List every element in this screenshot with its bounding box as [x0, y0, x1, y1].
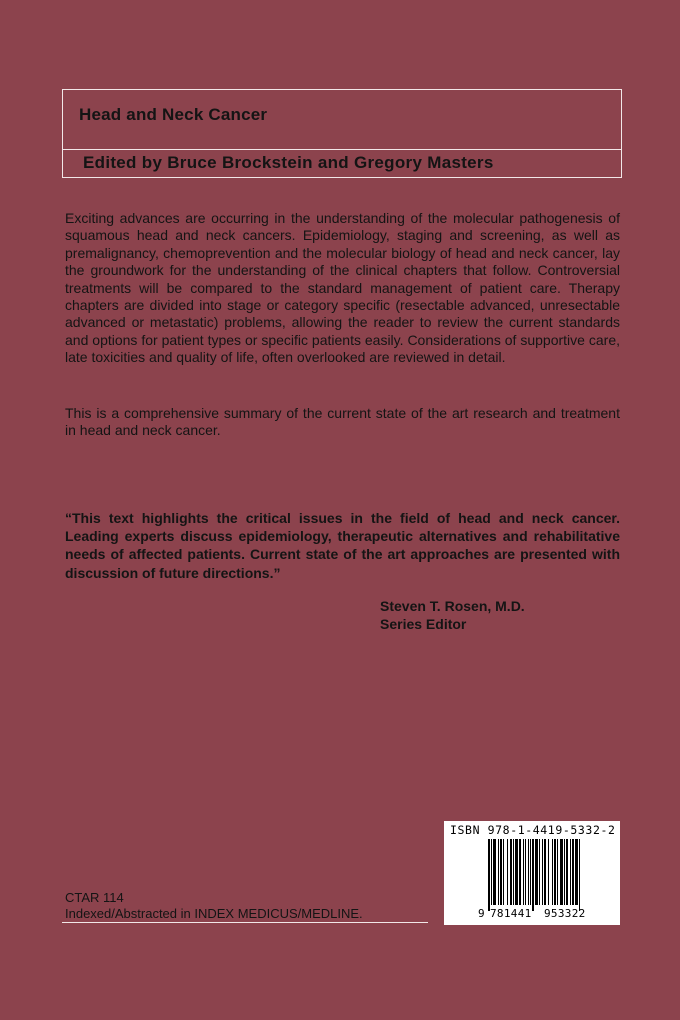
barcode-bar — [530, 839, 531, 905]
barcode-bar — [554, 839, 556, 905]
series-info — [65, 890, 363, 922]
barcode-bar — [557, 839, 558, 905]
quote-attribution — [380, 597, 525, 633]
indexing-note: Indexed/Abstracted in INDEX MEDICUS/MEDLINE. — [65, 906, 363, 921]
series-code: CTAR 114 — [65, 890, 124, 905]
quote-author: Steven T. Rosen, M.D. — [380, 598, 525, 614]
barcode-bar — [528, 839, 529, 905]
barcode-bar — [579, 839, 580, 911]
barcode-bar — [500, 839, 502, 905]
barcode-bar — [525, 839, 526, 905]
barcode-bar — [552, 839, 553, 905]
barcode-bar — [507, 839, 508, 905]
barcode-bar — [488, 839, 490, 911]
barcode-bar — [515, 839, 518, 905]
barcode-bar — [503, 839, 504, 905]
barcode-first-digit: 9 — [478, 907, 485, 920]
isbn-number: ISBN 978-1-4419-5332-2 — [450, 823, 616, 837]
description-paragraph: Exciting advances are occurring in the understanding of the molecular pathogenesis of squamous head and neck cancers. Epidemiology, staging and screening, as well as premalignancy, chemoprevention and the molecular biology of head and neck cancer, lay the groundwork for the understanding of the clinical chapters that follow. Controversial treatments will be compared to the standard management of patient care. Therapy chapters are divided into stage or category specific (resectable advanced, unresectable advanced or metastatic) problems, allowing the reader to review the current standards and options for patient types or specific patients easily. Considerations of supportive care, late toxicities and quality of life, often overlooked are reviewed in detail. — [65, 210, 620, 366]
barcode-bar — [542, 839, 543, 905]
barcode-bar — [535, 839, 538, 905]
quote-author-role: Series Editor — [380, 616, 467, 633]
barcode-bar — [493, 839, 496, 905]
barcode-left-digits: 781441 — [490, 907, 532, 920]
barcode-bar — [544, 839, 546, 905]
footer-rule — [62, 922, 428, 923]
barcode-bar — [564, 839, 565, 905]
isbn-barcode — [444, 821, 620, 925]
title-box — [62, 89, 622, 178]
barcode-bar — [491, 839, 492, 905]
barcode-bar — [566, 839, 568, 905]
barcode-bar — [498, 839, 499, 905]
barcode-bar — [570, 839, 571, 905]
barcode-bar — [523, 839, 524, 905]
barcode-bar — [513, 839, 514, 905]
barcode-bar — [548, 839, 549, 905]
book-editors: Edited by Bruce Brockstein and Gregory Masters — [83, 153, 494, 172]
barcode-bar — [519, 839, 521, 905]
barcode-right-digits: 953322 — [544, 907, 586, 920]
barcode-bar — [510, 839, 512, 905]
barcode-bar — [572, 839, 574, 905]
barcode-bars — [444, 821, 620, 925]
book-title: Head and Neck Cancer — [79, 105, 268, 124]
barcode-bar — [575, 839, 578, 905]
barcode-bar — [539, 839, 540, 905]
barcode-bar — [560, 839, 563, 905]
endorsement-quote: “This text highlights the critical issues in the field of head and neck cancer. Leading experts discuss epidemiology, therapeutic alternatives and rehabilitative needs of affected patients. Current state of the art approaches are presented with discussion of future directions.” — [65, 510, 620, 581]
barcode-bar — [532, 839, 534, 911]
title-divider — [63, 149, 621, 150]
summary-paragraph: This is a comprehensive summary of the current state of the art research and treatment in head and neck cancer. — [65, 405, 620, 439]
